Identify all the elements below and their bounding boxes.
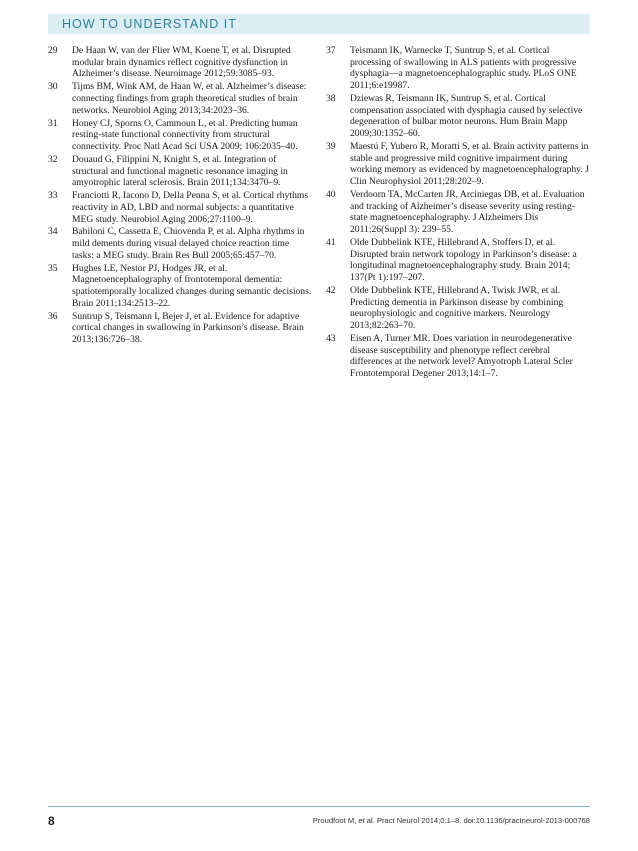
references-right-column: [326, 45, 590, 381]
article-citation: Proudfoot M, et al. Pract Neurol 2014;0:1–8. doi:10.1136/practneurol-2013-000768: [312, 816, 590, 825]
reference-text: De Haan W, van der Flier WM, Koene T, et al. Disrupted modular brain dynamics reflect cognitive dysfunction in Alzheimer’s disease. Neuroimage 2012;59:3085–93.: [72, 45, 291, 80]
reference-item: [326, 237, 590, 284]
reference-number: 32: [48, 153, 58, 165]
reference-text: Douaud G, Filippini N, Knight S, et al. Integration of structural and functional magnetic resonance imaging in amyotrophic lateral sclerosis. Brain 2011;134:3470–9.: [72, 153, 288, 189]
reference-item: [326, 141, 590, 188]
reference-text: Franciotti R, Iacono D, Della Penna S, et al. Cortical rhythms reactivity in AD, LBD and normal subjects: a quantitative MEG study. Neurobiol Aging 2006;27:1100–9.: [72, 190, 309, 225]
reference-item: [48, 226, 312, 261]
reference-item: [326, 189, 590, 236]
reference-number: 42: [326, 285, 336, 296]
reference-text: Hughes LE, Nestor PJ, Hodges JR, et al. Magnetoencephalography of frontotemporal dementia: spatiotemporally localized changes during semantic decisions. Brain 2011;134:2513–22.: [72, 262, 312, 309]
reference-text: Verdoorn TA, McCarten JR, Arciniegas DB, et al. Evaluation and tracking of Alzheimer’s disease severity using resting-state magnetoencephalography. J Alzheimers Dis 2011;26(Suppl 3): 239–55.: [350, 189, 585, 236]
section-title: HOW TO UNDERSTAND IT: [62, 17, 237, 31]
reference-text: Dziewas R, Teismann IK, Suntrup S, et al. Cortical compensation associated with dysphagia caused by selective degeneration of bulbar motor neurons. Hum Brain Mapp 2009;30:1352–60.: [350, 93, 583, 140]
reference-number: 37: [326, 45, 336, 56]
reference-text: Maestú F, Yubero R, Moratti S, et al. Brain activity patterns in stable and progressive mild cognitive impairment during working memory as evidenced by magnetoencephalography. J Clin Neurophysiol 2011;28:202–9.: [350, 141, 589, 188]
reference-number: 36: [48, 310, 58, 322]
reference-item: [48, 45, 312, 80]
reference-text: Olde Dubbelink KTE, Hillebrand A, Twisk JWR, et al. Predicting dementia in Parkinson disease by combining neurophysiologic and cognitive markers. Neurology 2013;82:263–70.: [350, 285, 564, 332]
reference-item: [48, 154, 312, 189]
reference-item: [48, 190, 312, 225]
reference-text: Honey CJ, Sporns O, Cammoun L, et al. Predicting human resting-state functional connectivity from structural connectivity. Proc Natl Acad Sci USA 2009; 106:2035–40.: [72, 117, 298, 152]
reference-item: [326, 45, 590, 92]
reference-number: 40: [326, 189, 336, 200]
reference-text: Olde Dubbelink KTE, Hillebrand A, Stoffers D, et al. Disrupted brain network topology in Parkinson’s disease: a longitudinal magnetoencephalography study. Brain 2014; 137(Pt 1):197–207.: [350, 237, 577, 284]
footer-divider: [48, 806, 590, 807]
reference-number: 33: [48, 190, 58, 202]
reference-item: [48, 118, 312, 153]
reference-number: 43: [326, 333, 336, 344]
reference-text: Suntrup S, Teismann I, Bejer J, et al. Evidence for adaptive cortical changes in swallowing in Parkinson’s disease. Brain 2013;136:726–38.: [72, 310, 304, 346]
reference-item: [48, 263, 312, 310]
reference-item: [326, 285, 590, 332]
reference-item: [326, 93, 590, 140]
references-left-column: [48, 45, 312, 347]
reference-text: Babiloni C, Cassetta E, Chiovenda P, et al. Alpha rhythms in mild dements during visual delayed choice reaction time tasks: a MEG study. Brain Res Bull 2005;65:457–70.: [72, 226, 305, 261]
reference-number: 34: [48, 226, 58, 238]
page-number: 8: [48, 814, 55, 828]
reference-item: [48, 81, 312, 116]
reference-number: 38: [326, 93, 336, 104]
reference-number: 29: [48, 45, 58, 56]
reference-number: 35: [48, 262, 58, 274]
reference-number: 39: [326, 141, 336, 152]
reference-number: 41: [326, 237, 336, 248]
reference-text: Teismann IK, Warnecke T, Suntrup S, et al. Cortical processing of swallowing in ALS patients with progressive dysphagia—a magnetoencephalographic study. PLoS ONE 2011;6:e19987.: [350, 45, 577, 92]
reference-item: [326, 333, 590, 380]
reference-item: [48, 311, 312, 346]
reference-text: Eisen A, Turner MR. Does variation in neurodegenerative disease susceptibility and phenotype reflect cerebral differences at the network level? Amyotroph Lateral Scler Frontotemporal Degener 2013;14:1–7.: [350, 333, 573, 380]
reference-text: Tijms BM, Wink AM, de Haan W, et al. Alzheimer’s disease: connecting findings from graph theoretical studies of brain networks. Neurobiol Aging 2013;34:2023–36.: [72, 81, 307, 116]
reference-number: 31: [48, 117, 58, 129]
reference-number: 30: [48, 81, 58, 93]
